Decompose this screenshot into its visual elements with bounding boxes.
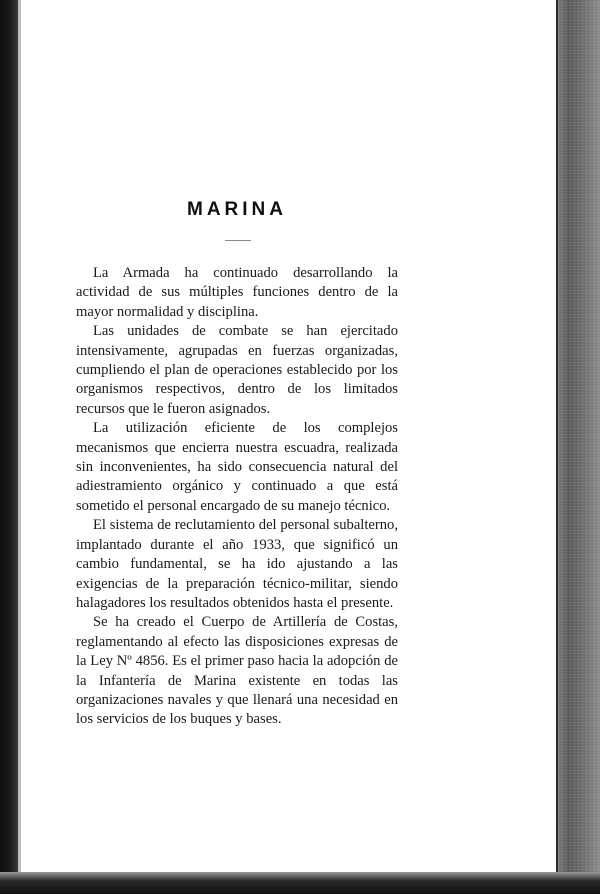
title-rule <box>225 240 251 241</box>
body-text <box>76 264 398 730</box>
paragraph: El sistema de reclutamiento del personal subalterno, implantado durante el año 1933, que significó un cambio fundamental, se ha ido ajustando a las exigencias de la preparación técnico-militar, siendo halagadores los resultados obtenidos hasta el presente. <box>76 517 398 611</box>
section-title: MARINA <box>187 199 287 220</box>
paragraph: Las unidades de combate se han ejercitado intensivamente, agrupadas en fuerzas organizadas, cumpliendo el plan de operaciones establecido por los organismos respectivos, dentro de los limitados recursos que le fueron asignados. <box>76 323 398 417</box>
scan-left-border <box>0 0 18 894</box>
scan-bottom-border <box>0 872 600 894</box>
paragraph: La utilización eficiente de los complejos mecanismos que encierra nuestra escuadra, realizada sin inconvenientes, ha sido consecuencia natural del adiestramiento orgánico y continuado a que está sometido el personal encargado de su manejo técnico. <box>76 420 398 514</box>
paragraph: La Armada ha continuado desarrollando la actividad de sus múltiples funciones dentro de la mayor normalidad y disciplina. <box>76 265 398 320</box>
paragraph: Se ha creado el Cuerpo de Artillería de Costas, reglamentando al efecto las disposiciones expresas de la Ley Nº 4856. Es el primer paso hacia la adopción de la Infantería de Marina existente en todas las organizaciones navales y que llenará una necesidad en los servicios de los buques y bases. <box>76 614 398 728</box>
scan-right-border <box>558 0 600 894</box>
scan-left-edge <box>18 0 21 894</box>
